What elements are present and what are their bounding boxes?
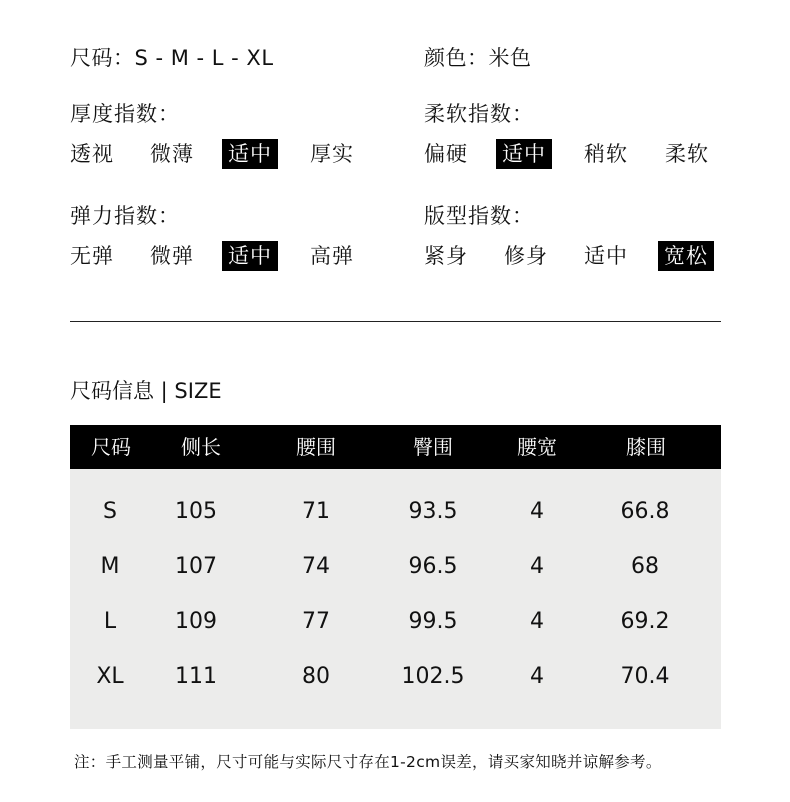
table-cell: 69.2 xyxy=(620,609,670,634)
table-cell: 4 xyxy=(530,664,544,689)
elasticity-option: 无弹 xyxy=(70,244,114,268)
elasticity-index-title: 弹力指数： xyxy=(70,204,180,228)
table-cell: 80 xyxy=(302,664,330,689)
table-cell: M xyxy=(100,554,120,579)
table-cell: XL xyxy=(96,664,124,689)
fit-index-title: 版型指数： xyxy=(424,204,534,228)
softness-option: 柔软 xyxy=(665,142,709,166)
table-cell: 4 xyxy=(530,554,544,579)
thickness-option: 厚实 xyxy=(310,142,354,166)
softness-index-title: 柔软指数： xyxy=(424,102,534,126)
size-table-body xyxy=(70,469,721,729)
table-cell: 99.5 xyxy=(408,609,458,634)
table-cell: 4 xyxy=(530,609,544,634)
table-header-cell: 腰围 xyxy=(296,435,336,459)
color-text: 颜色：米色 xyxy=(424,46,532,70)
fit-option: 修身 xyxy=(504,244,548,268)
table-cell: 102.5 xyxy=(401,664,465,689)
thickness-option: 微薄 xyxy=(150,142,194,166)
size-range-text: 尺码：S - M - L - XL xyxy=(70,46,274,70)
table-cell: 74 xyxy=(302,554,330,579)
table-cell: 70.4 xyxy=(620,664,670,689)
table-cell: 66.8 xyxy=(620,499,670,524)
table-cell: 77 xyxy=(302,609,330,634)
elasticity-option: 微弹 xyxy=(150,244,194,268)
table-cell: L xyxy=(103,609,117,634)
thickness-option: 透视 xyxy=(70,142,114,166)
thickness-option: 适中 xyxy=(222,139,278,169)
section-divider xyxy=(70,321,721,322)
table-cell: 111 xyxy=(175,664,217,689)
table-cell: 4 xyxy=(530,499,544,524)
table-cell: 107 xyxy=(175,554,217,579)
softness-option: 偏硬 xyxy=(424,142,468,166)
table-header-cell: 膝围 xyxy=(626,435,666,459)
elasticity-option: 高弹 xyxy=(310,244,354,268)
size-info-title: 尺码信息 | SIZE xyxy=(70,379,222,403)
table-cell: 109 xyxy=(175,609,217,634)
softness-option: 稍软 xyxy=(584,142,628,166)
table-header-cell: 臀围 xyxy=(413,435,453,459)
table-header-cell: 腰宽 xyxy=(517,435,557,459)
softness-option: 适中 xyxy=(496,139,552,169)
table-cell: 68 xyxy=(631,554,659,579)
table-cell: 71 xyxy=(302,499,330,524)
table-header-cell: 尺码 xyxy=(91,435,131,459)
fit-option: 宽松 xyxy=(658,241,714,271)
measurement-note: 注：手工测量平铺，尺寸可能与实际尺寸存在1-2cm误差，请买家知晓并谅解参考。 xyxy=(74,753,662,771)
size-table-header xyxy=(70,425,721,469)
table-cell: 93.5 xyxy=(408,499,458,524)
elasticity-option: 适中 xyxy=(222,241,278,271)
table-cell: S xyxy=(103,499,117,524)
fit-option: 适中 xyxy=(584,244,628,268)
fit-option: 紧身 xyxy=(424,244,468,268)
table-header-cell: 侧长 xyxy=(181,435,221,459)
table-cell: 105 xyxy=(175,499,217,524)
table-cell: 96.5 xyxy=(408,554,458,579)
thickness-index-title: 厚度指数： xyxy=(70,102,180,126)
